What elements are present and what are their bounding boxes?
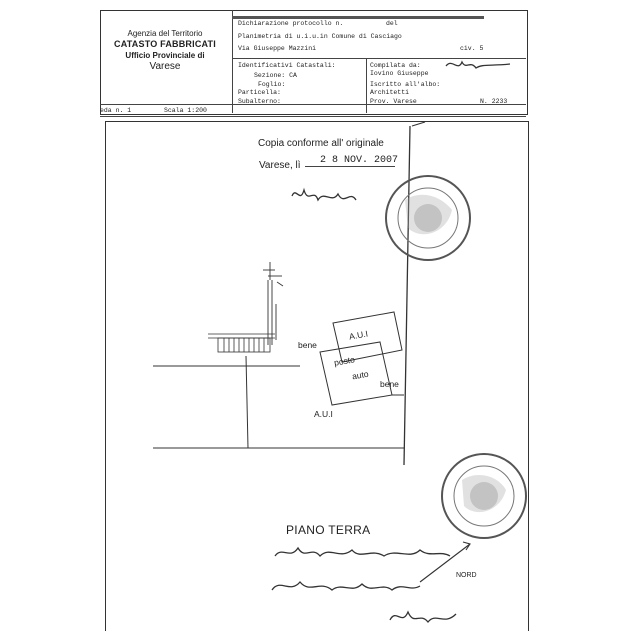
sezione-text: Sezione: CA [254,72,297,79]
room-auto: auto [351,368,370,382]
round-stamp-top [386,176,470,260]
foglio-text: Foglio: [258,81,286,88]
room-bene-left: bene [298,340,317,350]
agency-catasto: CATASTO FABBRICATI [114,39,216,49]
varese-li-text: Varese, lì [259,160,301,171]
agency-name: Agenzia del Territorio [127,29,203,38]
scale-text: Scala 1:200 [164,107,207,114]
compilata-name: Iovino Giuseppe [370,70,429,77]
iscritto-value: Architetti [370,89,410,96]
subalterno-text: Subalterno: [238,98,281,105]
iscritto-label: Iscritto all'albo: [370,81,441,88]
room-posto: posto [333,354,356,368]
decl-del: del [386,20,398,27]
agency-city: Varese [149,61,181,72]
planimetria-text: Planimetria di u.i.u.in Comune di Casciago [238,33,402,40]
room-bene-right: bene [380,379,399,389]
north-label: NORD [456,572,477,579]
ident-label: Identificativi Catastali: [238,62,336,69]
civic-number: civ. 5 [460,45,484,52]
decl-label: Dichiarazione protocollo n. [238,20,344,27]
agency-office: Ufficio Provinciale di [125,51,205,60]
stamp-date: 2 8 NOV. 2007 [320,155,399,166]
round-stamp-bottom [442,454,526,538]
number-text: N. 2233 [480,98,508,105]
compilata-label: Compilata da: [370,62,421,69]
scheda-text: eda n. 1 [100,107,132,114]
copy-conform-text: Copia conforme all' originale [258,138,384,149]
particella-text: Particella: [238,89,281,96]
prov-text: Prov. Varese [370,98,417,105]
floor-label: PIANO TERRA [286,523,371,537]
address-text: Via Giuseppe Mazzini [238,45,317,52]
room-aui-top: A.U.I [348,328,369,342]
room-aui-bottom: A.U.I [314,409,333,419]
